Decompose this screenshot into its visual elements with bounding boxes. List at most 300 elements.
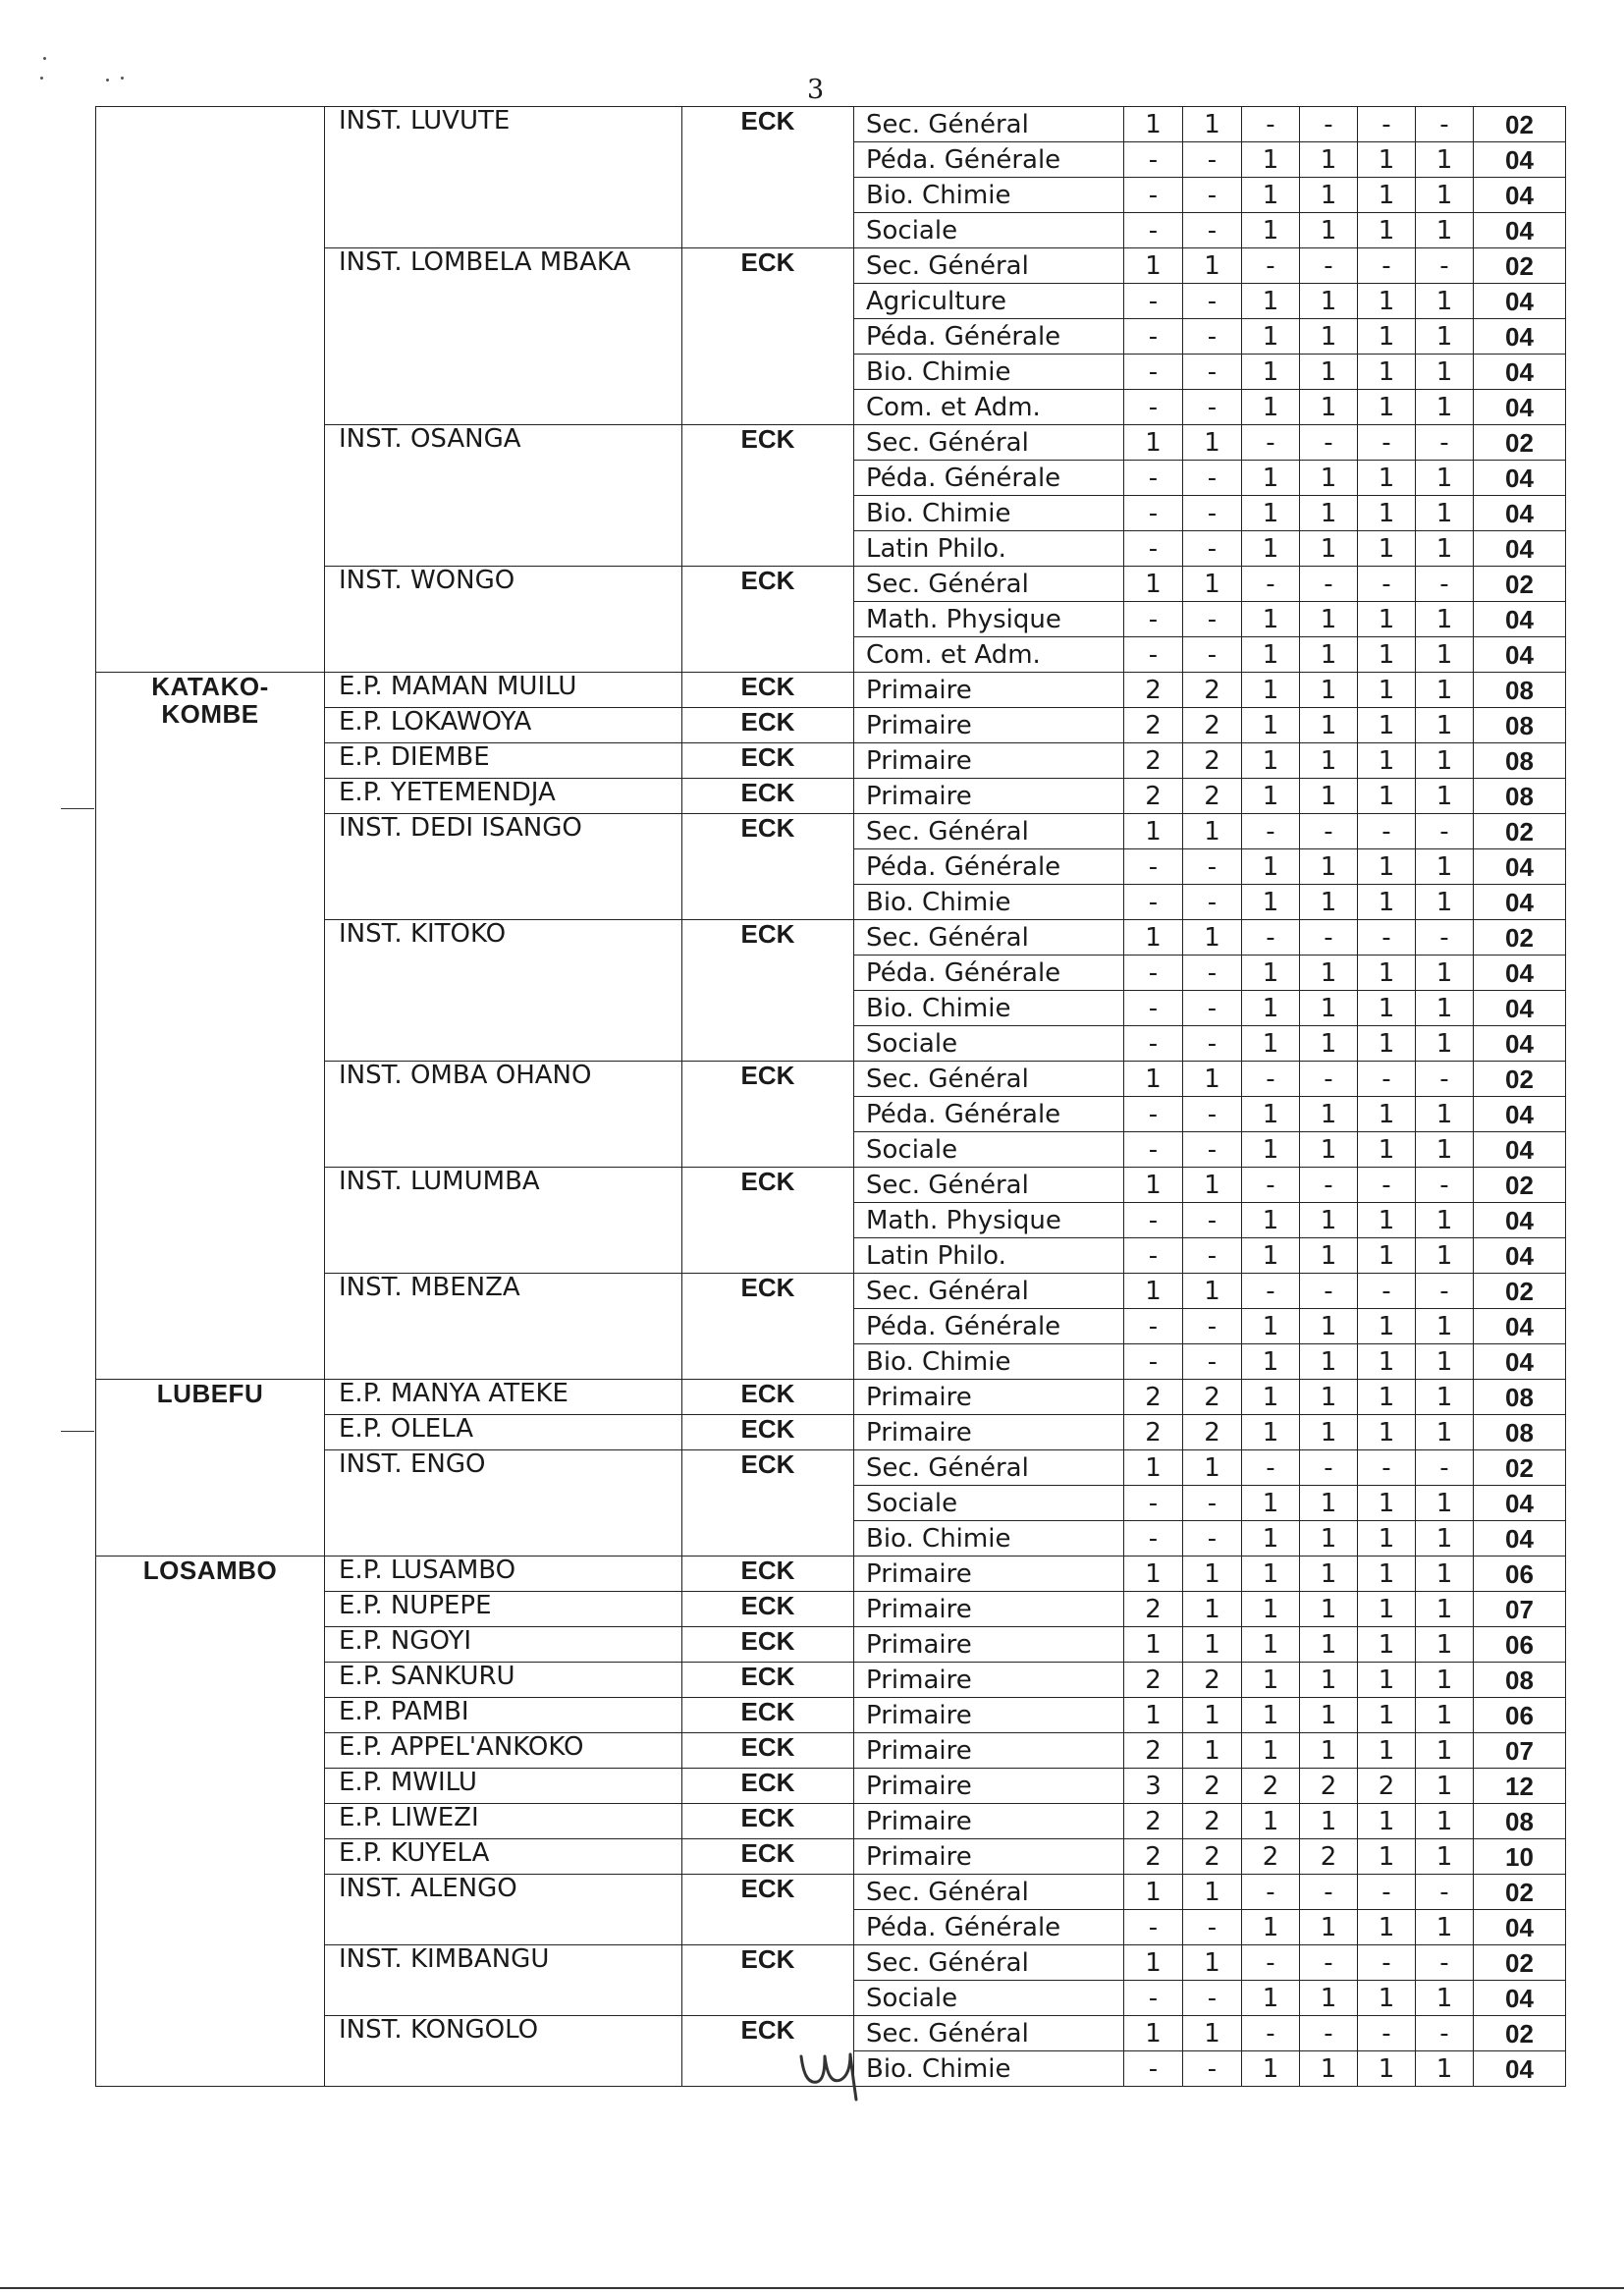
count-cell: 1 (1358, 1026, 1416, 1062)
school-name-cell: E.P. YETEMENDJA (325, 779, 682, 814)
network-cell: ECK (682, 779, 854, 814)
count-cell: 1 (1416, 1026, 1474, 1062)
count-cell: 1 (1416, 1344, 1474, 1380)
count-cell: 1 (1242, 1415, 1300, 1450)
count-cell: 1 (1358, 142, 1416, 178)
count-cell: - (1358, 1945, 1416, 1981)
total-cell: 02 (1474, 814, 1566, 849)
count-cell: 1 (1242, 1238, 1300, 1274)
total-cell: 02 (1474, 1062, 1566, 1097)
total-cell: 04 (1474, 1026, 1566, 1062)
section-cell: Math. Physique (854, 1203, 1124, 1238)
count-cell: - (1124, 284, 1183, 319)
section-cell: Sec. Général (854, 1450, 1124, 1486)
count-cell: - (1183, 1910, 1242, 1945)
count-cell: 1 (1300, 708, 1358, 743)
section-cell: Sociale (854, 213, 1124, 248)
count-cell: 1 (1242, 1132, 1300, 1168)
count-cell: - (1183, 1344, 1242, 1380)
count-cell: - (1242, 1875, 1300, 1910)
network-cell: ECK (682, 1592, 854, 1627)
count-cell: 1 (1300, 1309, 1358, 1344)
count-cell: 1 (1300, 319, 1358, 355)
count-cell: 1 (1358, 779, 1416, 814)
network-cell: ECK (682, 1168, 854, 1274)
count-cell: - (1183, 142, 1242, 178)
count-cell: - (1358, 2016, 1416, 2051)
total-cell: 04 (1474, 1238, 1566, 1274)
count-cell: 1 (1416, 1910, 1474, 1945)
section-cell: Sec. Général (854, 567, 1124, 602)
total-cell: 04 (1474, 213, 1566, 248)
total-cell: 04 (1474, 1910, 1566, 1945)
count-cell: 1 (1300, 496, 1358, 531)
count-cell: 1 (1358, 956, 1416, 991)
total-cell: 02 (1474, 1168, 1566, 1203)
count-cell: 1 (1183, 1627, 1242, 1663)
school-name-cell: INST. OMBA OHANO (325, 1062, 682, 1168)
count-cell: - (1242, 107, 1300, 142)
count-cell: 1 (1242, 1380, 1300, 1415)
network-cell: ECK (682, 1274, 854, 1380)
count-cell: - (1124, 991, 1183, 1026)
count-cell: 1 (1242, 1521, 1300, 1557)
network-cell: ECK (682, 1839, 854, 1875)
count-cell: 1 (1242, 1097, 1300, 1132)
count-cell: 1 (1300, 1132, 1358, 1168)
total-cell: 02 (1474, 1450, 1566, 1486)
count-cell: - (1124, 178, 1183, 213)
count-cell: - (1124, 1026, 1183, 1062)
count-cell: 1 (1416, 178, 1474, 213)
section-cell: Com. et Adm. (854, 390, 1124, 425)
total-cell: 08 (1474, 779, 1566, 814)
count-cell: 1 (1124, 567, 1183, 602)
count-cell: - (1300, 1945, 1358, 1981)
section-cell: Primaire (854, 708, 1124, 743)
count-cell: 1 (1300, 1981, 1358, 2016)
total-cell: 04 (1474, 496, 1566, 531)
count-cell: 1 (1416, 213, 1474, 248)
count-cell: - (1358, 1875, 1416, 1910)
count-cell: 1 (1416, 1804, 1474, 1839)
count-cell: - (1124, 1132, 1183, 1168)
count-cell: - (1416, 920, 1474, 956)
count-cell: 1 (1358, 849, 1416, 885)
count-cell: 1 (1416, 885, 1474, 920)
network-cell: ECK (682, 1875, 854, 1945)
total-cell: 12 (1474, 1769, 1566, 1804)
count-cell: 1 (1416, 496, 1474, 531)
count-cell: 1 (1358, 1309, 1416, 1344)
table-row (96, 1557, 1566, 1592)
count-cell: - (1416, 1875, 1474, 1910)
count-cell: - (1183, 1238, 1242, 1274)
count-cell: - (1416, 567, 1474, 602)
count-cell: - (1124, 637, 1183, 673)
count-cell: 1 (1183, 1592, 1242, 1627)
network-cell: ECK (682, 708, 854, 743)
section-cell: Primaire (854, 1557, 1124, 1592)
table-row (96, 1380, 1566, 1415)
count-cell: 2 (1124, 673, 1183, 708)
count-cell: - (1124, 213, 1183, 248)
section-cell: Math. Physique (854, 602, 1124, 637)
count-cell: 1 (1358, 2051, 1416, 2087)
count-cell: - (1300, 1062, 1358, 1097)
total-cell: 06 (1474, 1557, 1566, 1592)
count-cell: - (1183, 991, 1242, 1026)
count-cell: 1 (1124, 425, 1183, 461)
count-cell: 1 (1416, 956, 1474, 991)
district-name: LOSAMBO (142, 1556, 278, 1585)
section-cell: Sec. Général (854, 920, 1124, 956)
network-cell: ECK (682, 425, 854, 567)
count-cell: 1 (1416, 319, 1474, 355)
count-cell: 2 (1242, 1769, 1300, 1804)
count-cell: - (1242, 248, 1300, 284)
count-cell: - (1124, 1344, 1183, 1380)
count-cell: 1 (1358, 1910, 1416, 1945)
section-cell: Primaire (854, 1769, 1124, 1804)
section-cell: Sec. Général (854, 2016, 1124, 2051)
section-cell: Bio. Chimie (854, 496, 1124, 531)
total-cell: 08 (1474, 1804, 1566, 1839)
count-cell: 1 (1124, 920, 1183, 956)
count-cell: 1 (1300, 390, 1358, 425)
handwritten-initials (795, 2043, 893, 2111)
count-cell: 3 (1124, 1769, 1183, 1804)
total-cell: 08 (1474, 673, 1566, 708)
section-cell: Latin Philo. (854, 1238, 1124, 1274)
count-cell: 1 (1242, 1557, 1300, 1592)
count-cell: 1 (1242, 390, 1300, 425)
count-cell: 1 (1358, 1592, 1416, 1627)
section-cell: Sociale (854, 1132, 1124, 1168)
district-cell (96, 673, 325, 1380)
school-name-cell: E.P. MAMAN MUILU (325, 673, 682, 708)
total-cell: 04 (1474, 1486, 1566, 1521)
school-name-cell: E.P. OLELA (325, 1415, 682, 1450)
count-cell: 1 (1358, 1981, 1416, 2016)
count-cell: - (1242, 1274, 1300, 1309)
count-cell: - (1183, 1132, 1242, 1168)
section-cell: Sec. Général (854, 425, 1124, 461)
count-cell: 1 (1416, 1486, 1474, 1521)
count-cell: 1 (1242, 178, 1300, 213)
count-cell: 1 (1300, 602, 1358, 637)
scan-speck (43, 57, 46, 60)
count-cell: 1 (1300, 142, 1358, 178)
count-cell: 1 (1300, 1804, 1358, 1839)
count-cell: 1 (1358, 1663, 1416, 1698)
count-cell: 1 (1300, 1344, 1358, 1380)
count-cell: - (1124, 956, 1183, 991)
total-cell: 04 (1474, 849, 1566, 885)
count-cell: 1 (1300, 743, 1358, 779)
count-cell: 1 (1416, 1097, 1474, 1132)
count-cell: 1 (1124, 107, 1183, 142)
section-cell: Sociale (854, 1026, 1124, 1062)
count-cell: - (1300, 248, 1358, 284)
count-cell: 1 (1358, 355, 1416, 390)
count-cell: 1 (1358, 1132, 1416, 1168)
count-cell: 2 (1124, 743, 1183, 779)
scan-speck (121, 77, 124, 80)
count-cell: 1 (1242, 779, 1300, 814)
school-name-cell: INST. LOMBELA MBAKA (325, 248, 682, 425)
section-cell: Sec. Général (854, 1945, 1124, 1981)
network-cell: ECK (682, 673, 854, 708)
section-cell: Péda. Générale (854, 319, 1124, 355)
count-cell: - (1416, 814, 1474, 849)
total-cell: 02 (1474, 1945, 1566, 1981)
school-name-cell: E.P. LOKAWOYA (325, 708, 682, 743)
count-cell: 1 (1300, 849, 1358, 885)
count-cell: - (1242, 567, 1300, 602)
school-name-cell: E.P. KUYELA (325, 1839, 682, 1875)
count-cell: - (1300, 1274, 1358, 1309)
count-cell: 1 (1300, 637, 1358, 673)
section-cell: Primaire (854, 743, 1124, 779)
count-cell: 1 (1300, 673, 1358, 708)
total-cell: 08 (1474, 708, 1566, 743)
count-cell: 1 (1300, 1698, 1358, 1733)
count-cell: 1 (1183, 567, 1242, 602)
count-cell: - (1183, 1486, 1242, 1521)
count-cell: 1 (1242, 142, 1300, 178)
count-cell: - (1416, 1062, 1474, 1097)
count-cell: 1 (1300, 1557, 1358, 1592)
section-cell: Bio. Chimie (854, 178, 1124, 213)
section-cell: Sociale (854, 1486, 1124, 1521)
count-cell: 1 (1358, 991, 1416, 1026)
count-cell: 1 (1124, 1698, 1183, 1733)
count-cell: 1 (1300, 461, 1358, 496)
section-cell: Bio. Chimie (854, 2051, 1124, 2087)
count-cell: - (1358, 1062, 1416, 1097)
count-cell: 1 (1242, 213, 1300, 248)
school-name-cell: E.P. DIEMBE (325, 743, 682, 779)
count-cell: 1 (1242, 991, 1300, 1026)
school-name-cell: INST. MBENZA (325, 1274, 682, 1380)
count-cell: 1 (1183, 1733, 1242, 1769)
count-cell: - (1124, 319, 1183, 355)
count-cell: 1 (1358, 1839, 1416, 1875)
margin-pen-mark (61, 808, 94, 809)
section-cell: Com. et Adm. (854, 637, 1124, 673)
network-cell: ECK (682, 2016, 854, 2087)
table-row (96, 107, 1566, 142)
count-cell: 1 (1416, 1238, 1474, 1274)
school-name-cell: INST. OSANGA (325, 425, 682, 567)
count-cell: 1 (1416, 1698, 1474, 1733)
count-cell: 1 (1416, 142, 1474, 178)
total-cell: 04 (1474, 2051, 1566, 2087)
network-cell: ECK (682, 1380, 854, 1415)
count-cell: 1 (1242, 1486, 1300, 1521)
count-cell: 2 (1183, 1415, 1242, 1450)
total-cell: 04 (1474, 956, 1566, 991)
count-cell: 1 (1416, 743, 1474, 779)
network-cell: ECK (682, 1450, 854, 1557)
count-cell: 1 (1416, 1203, 1474, 1238)
district-cell (96, 1380, 325, 1557)
count-cell: 1 (1358, 1557, 1416, 1592)
count-cell: 2 (1183, 673, 1242, 708)
count-cell: 2 (1124, 1839, 1183, 1875)
total-cell: 04 (1474, 319, 1566, 355)
school-name-cell: E.P. PAMBI (325, 1698, 682, 1733)
total-cell: 07 (1474, 1592, 1566, 1627)
count-cell: 1 (1358, 1203, 1416, 1238)
count-cell: 2 (1124, 708, 1183, 743)
count-cell: 1 (1358, 1627, 1416, 1663)
page-bottom-rule (0, 2287, 1624, 2289)
count-cell: 1 (1124, 1945, 1183, 1981)
count-cell: 1 (1242, 1698, 1300, 1733)
count-cell: - (1416, 1945, 1474, 1981)
count-cell: 1 (1242, 319, 1300, 355)
section-cell: Bio. Chimie (854, 991, 1124, 1026)
count-cell: - (1124, 849, 1183, 885)
count-cell: 2 (1183, 779, 1242, 814)
count-cell: - (1242, 2016, 1300, 2051)
network-cell: ECK (682, 920, 854, 1062)
total-cell: 08 (1474, 1415, 1566, 1450)
count-cell: - (1183, 2051, 1242, 2087)
count-cell: 1 (1358, 1698, 1416, 1733)
section-cell: Bio. Chimie (854, 1344, 1124, 1380)
count-cell: - (1183, 284, 1242, 319)
count-cell: 1 (1242, 602, 1300, 637)
count-cell: 1 (1416, 637, 1474, 673)
count-cell: - (1416, 1274, 1474, 1309)
count-cell: 1 (1242, 1733, 1300, 1769)
count-cell: - (1300, 1450, 1358, 1486)
school-name-cell: E.P. LUSAMBO (325, 1557, 682, 1592)
count-cell: 1 (1300, 1097, 1358, 1132)
total-cell: 02 (1474, 567, 1566, 602)
count-cell: - (1242, 1062, 1300, 1097)
school-name-cell: INST. DEDI ISANGO (325, 814, 682, 920)
section-cell: Sec. Général (854, 1062, 1124, 1097)
section-cell: Sociale (854, 1981, 1124, 2016)
count-cell: 1 (1124, 1627, 1183, 1663)
network-cell: ECK (682, 1415, 854, 1450)
total-cell: 08 (1474, 1663, 1566, 1698)
network-cell: ECK (682, 743, 854, 779)
count-cell: - (1358, 567, 1416, 602)
total-cell: 04 (1474, 355, 1566, 390)
count-cell: 1 (1416, 673, 1474, 708)
count-cell: 1 (1358, 461, 1416, 496)
count-cell: - (1183, 956, 1242, 991)
count-cell: 1 (1416, 1981, 1474, 2016)
count-cell: 1 (1358, 496, 1416, 531)
count-cell: 1 (1358, 1733, 1416, 1769)
count-cell: 1 (1242, 1910, 1300, 1945)
school-name-cell: INST. LUVUTE (325, 107, 682, 248)
section-cell: Primaire (854, 1627, 1124, 1663)
count-cell: - (1183, 531, 1242, 567)
section-cell: Sec. Général (854, 1168, 1124, 1203)
total-cell: 04 (1474, 637, 1566, 673)
count-cell: 2 (1358, 1769, 1416, 1804)
count-cell: 1 (1358, 743, 1416, 779)
total-cell: 04 (1474, 1344, 1566, 1380)
section-cell: Bio. Chimie (854, 885, 1124, 920)
count-cell: 1 (1416, 708, 1474, 743)
section-cell: Primaire (854, 1663, 1124, 1698)
network-cell: ECK (682, 1733, 854, 1769)
count-cell: 2 (1183, 1769, 1242, 1804)
count-cell: - (1416, 1168, 1474, 1203)
count-cell: - (1300, 1875, 1358, 1910)
count-cell: - (1416, 107, 1474, 142)
count-cell: - (1124, 2051, 1183, 2087)
total-cell: 04 (1474, 142, 1566, 178)
count-cell: 1 (1416, 531, 1474, 567)
count-cell: 1 (1416, 849, 1474, 885)
network-cell: ECK (682, 567, 854, 673)
count-cell: 1 (1300, 885, 1358, 920)
count-cell: 1 (1300, 178, 1358, 213)
count-cell: 2 (1124, 1415, 1183, 1450)
section-cell: Primaire (854, 1592, 1124, 1627)
count-cell: 1 (1124, 1168, 1183, 1203)
section-cell: Sec. Général (854, 107, 1124, 142)
count-cell: 1 (1358, 1486, 1416, 1521)
count-cell: - (1416, 1450, 1474, 1486)
section-cell: Péda. Générale (854, 1910, 1124, 1945)
total-cell: 04 (1474, 885, 1566, 920)
count-cell: - (1358, 107, 1416, 142)
count-cell: 2 (1124, 1380, 1183, 1415)
count-cell: - (1300, 1168, 1358, 1203)
count-cell: - (1358, 1450, 1416, 1486)
section-cell: Primaire (854, 1698, 1124, 1733)
school-name-cell: E.P. NUPEPE (325, 1592, 682, 1627)
count-cell: 1 (1242, 1026, 1300, 1062)
section-cell: Primaire (854, 1733, 1124, 1769)
count-cell: 1 (1242, 531, 1300, 567)
count-cell: - (1124, 1309, 1183, 1344)
count-cell: - (1358, 814, 1416, 849)
count-cell: 1 (1416, 355, 1474, 390)
count-cell: 1 (1300, 1238, 1358, 1274)
count-cell: - (1242, 814, 1300, 849)
count-cell: 1 (1416, 991, 1474, 1026)
total-cell: 04 (1474, 390, 1566, 425)
count-cell: - (1124, 1486, 1183, 1521)
count-cell: 1 (1416, 1769, 1474, 1804)
count-cell: 1 (1183, 1945, 1242, 1981)
section-cell: Sec. Général (854, 1274, 1124, 1309)
district-cell (96, 107, 325, 673)
network-cell: ECK (682, 1062, 854, 1168)
count-cell: 2 (1242, 1839, 1300, 1875)
count-cell: 1 (1358, 885, 1416, 920)
count-cell: 1 (1242, 743, 1300, 779)
count-cell: - (1124, 355, 1183, 390)
count-cell: - (1358, 425, 1416, 461)
count-cell: 1 (1242, 496, 1300, 531)
total-cell: 04 (1474, 461, 1566, 496)
count-cell: 1 (1300, 2051, 1358, 2087)
network-cell: ECK (682, 248, 854, 425)
district-name: KATAKO- (151, 672, 269, 701)
